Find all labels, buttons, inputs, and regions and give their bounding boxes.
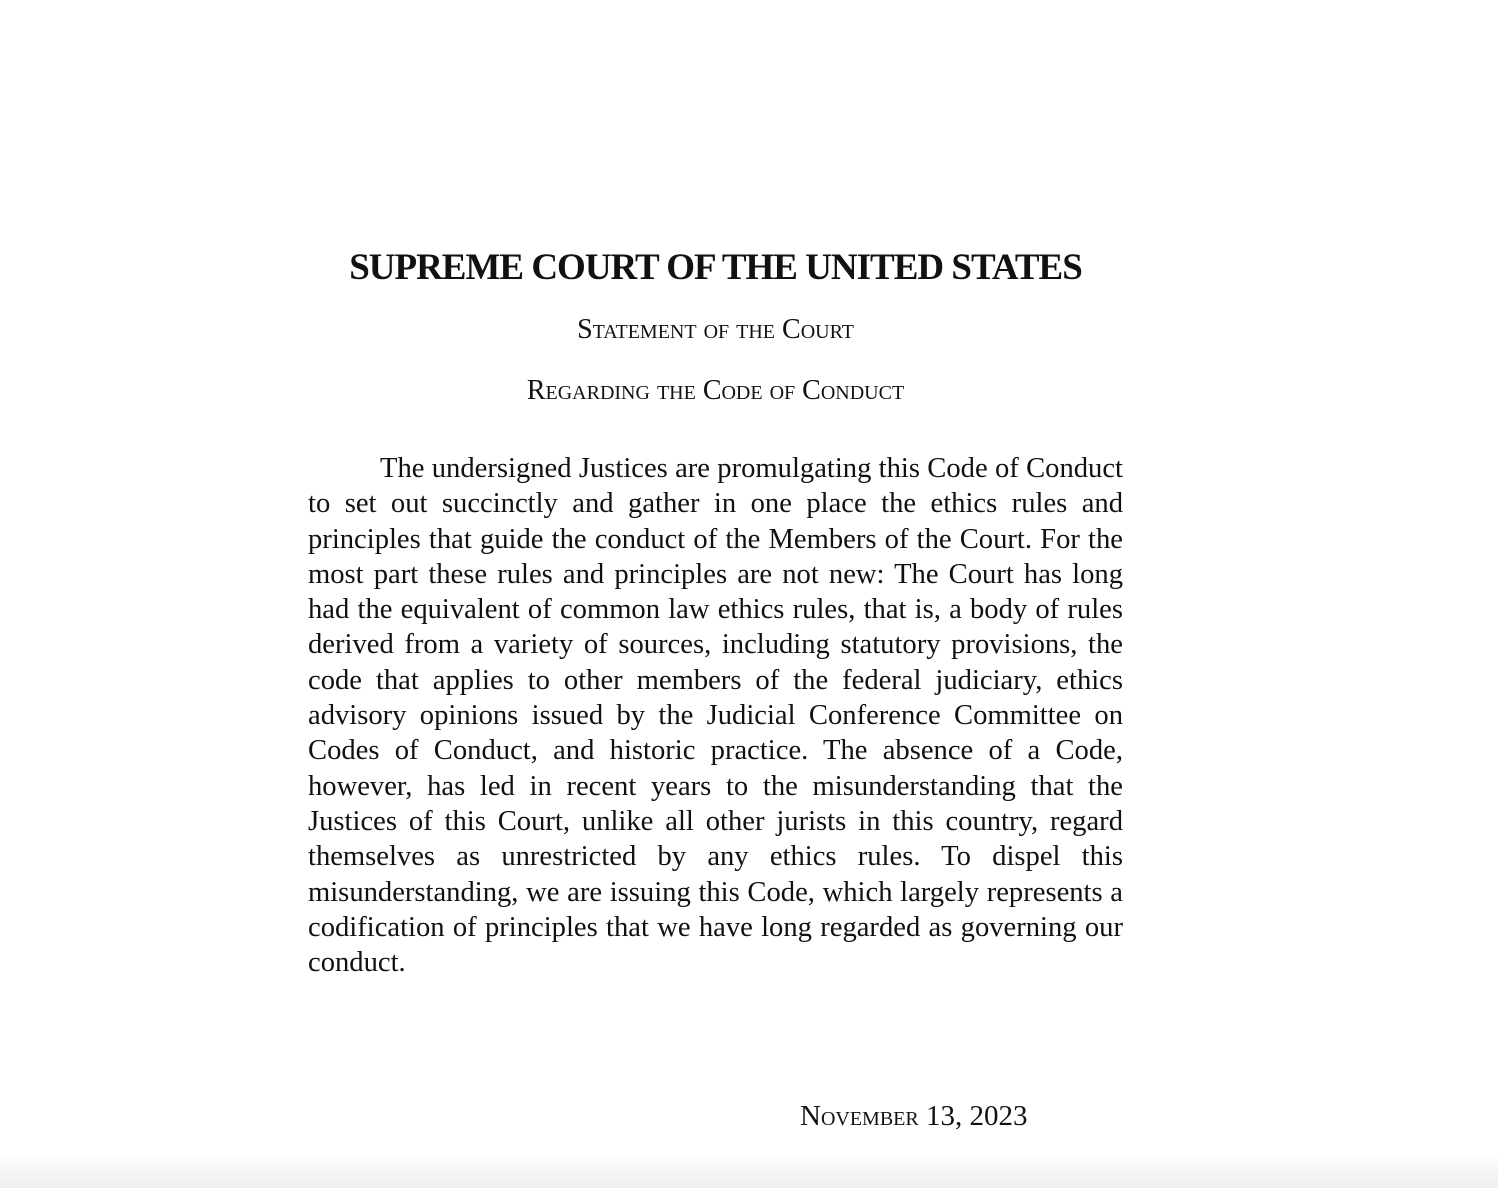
statement-subtitle: Statement of the Court — [577, 314, 854, 345]
statement-paragraph: The undersigned Justices are promulgating this Code of Conduct to set out succinctly and gather in one place the ethics rules and principles that guide the conduct of the Members of the Court. For the most part these rules and principles are not new: The Court has long had the equivalent of common law ethics rules, that is, a body of rules derived from a variety of sources, including statutory provisions, the code that applies to other members of the federal judiciary, ethics advisory opinions issued by the Judicial Conference Committee on Codes of Conduct, and historic practice. The absence of a Code, however, has led in recent years to the misunderstanding that the Justices of this Court, unlike all other jurists in this country, regard themselves as unrestricted by any ethics rules. To dispel this misunderstanding, we are issuing this Code, which largely represents a codification of principles that we have long regarded as governing our conduct. — [308, 453, 1123, 979]
code-of-conduct-subtitle: Regarding the Code of Conduct — [526, 375, 905, 406]
statement-date: November 13, 2023 — [800, 1100, 1028, 1132]
court-title: SUPREME COURT OF THE UNITED STATES — [349, 247, 1082, 288]
page-bottom-edge — [0, 1152, 1498, 1188]
